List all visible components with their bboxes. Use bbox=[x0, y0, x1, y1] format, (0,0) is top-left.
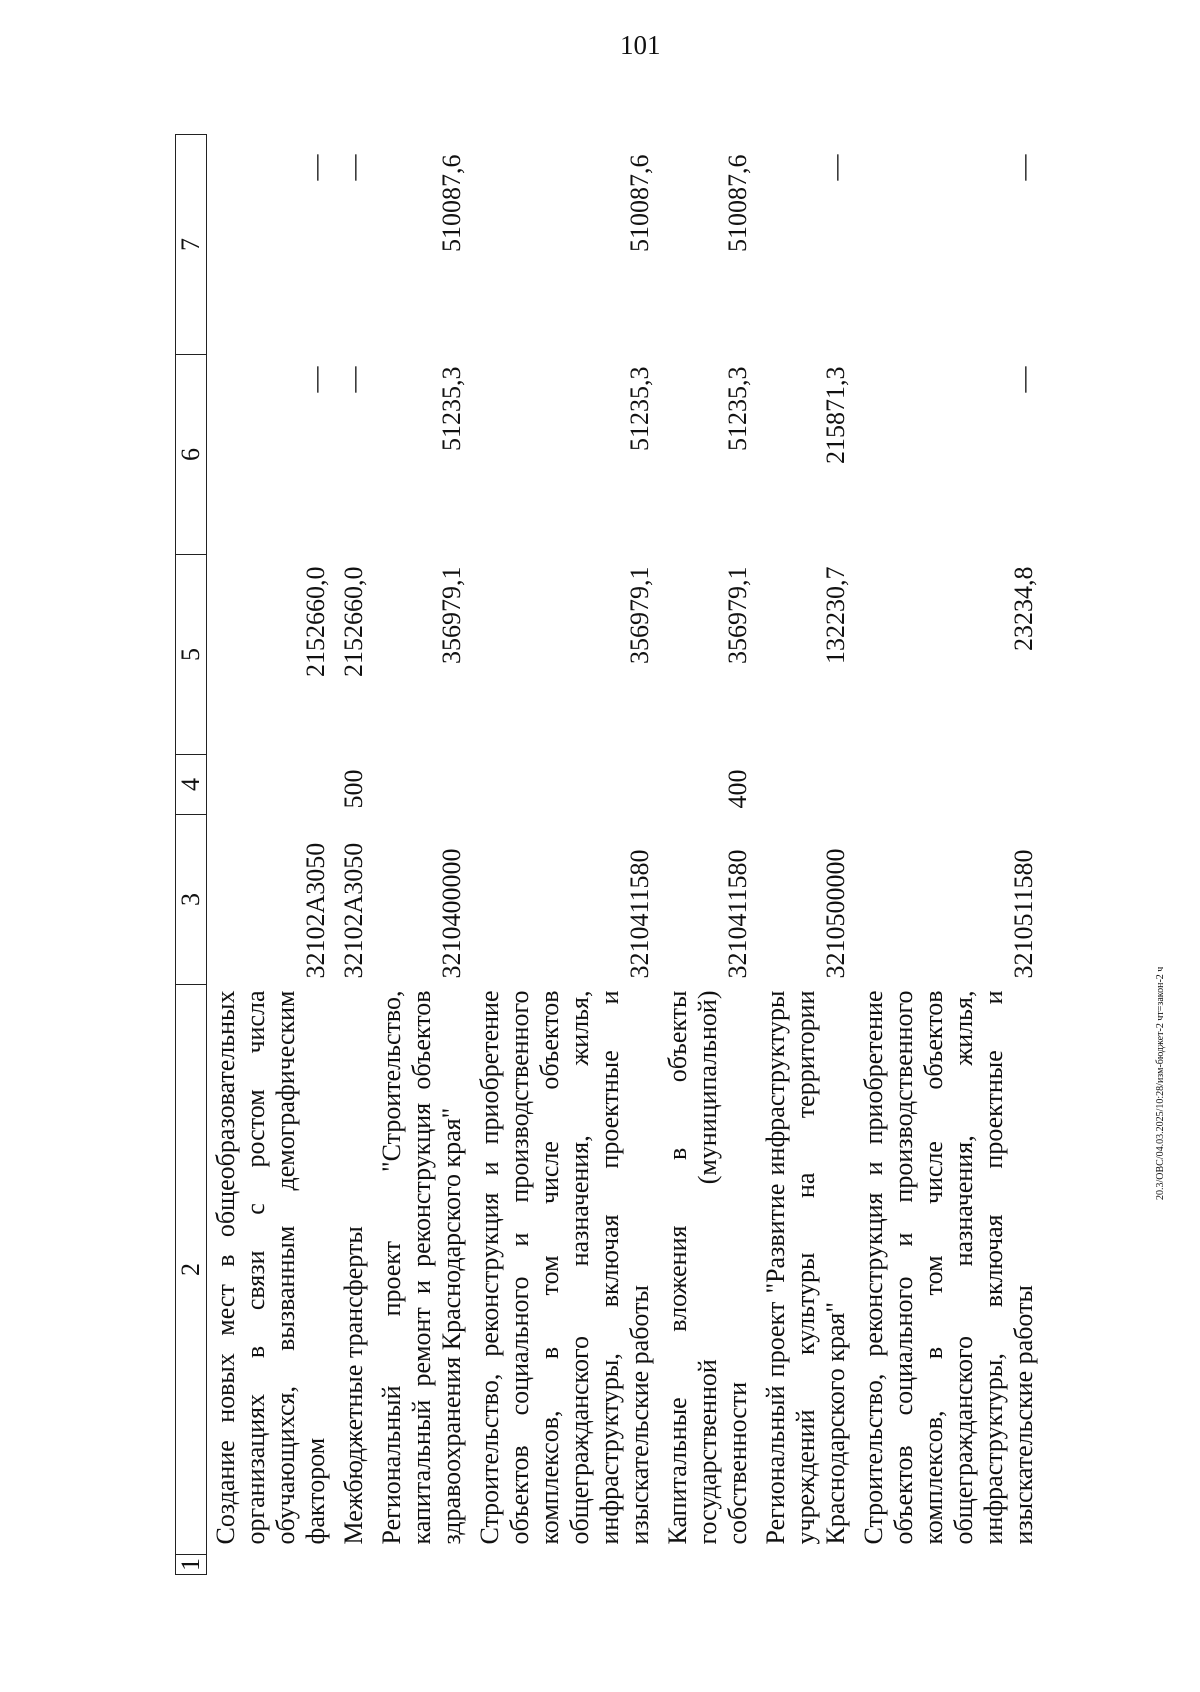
table-header bbox=[176, 135, 207, 1575]
cell-value-6: 215871,3 bbox=[821, 366, 850, 464]
cell-description: Создание новых мест в общеобразовательных организациях в связи с ростом числа обучающихся, вызванным демографическим фактором bbox=[211, 990, 330, 1545]
cell-group: 500 bbox=[339, 769, 368, 809]
cell-code: 3210511580 bbox=[1009, 849, 1038, 979]
cell-value-5: 356979,1 bbox=[625, 566, 654, 664]
cell-value-7: — bbox=[821, 154, 850, 181]
document-footer-code: 20.3/ОВС/04.03.2025/10:28/изм-бюджет-2 чт=закон-2 ч bbox=[1155, 966, 1166, 1200]
table-row bbox=[659, 135, 757, 1575]
header-col-4: 4 bbox=[176, 755, 207, 815]
header-row bbox=[176, 135, 207, 1575]
cell-group bbox=[373, 755, 471, 815]
cell-value-6: 51235,3 bbox=[625, 366, 654, 451]
cell-value-5: 132230,7 bbox=[821, 566, 850, 664]
cell-value-5: 23234,8 bbox=[1009, 566, 1038, 651]
cell-value-6: — bbox=[1009, 366, 1038, 393]
cell-value-5: 356979,1 bbox=[437, 566, 466, 664]
cell-group bbox=[471, 755, 659, 815]
cell-col1 bbox=[207, 1555, 336, 1575]
table-row bbox=[207, 135, 336, 1575]
cell-description: Межбюджетные трансферты bbox=[339, 1226, 368, 1545]
cell-value-5: 2152660,0 bbox=[339, 566, 368, 677]
cell-group: 400 bbox=[723, 769, 752, 809]
table-row bbox=[335, 135, 373, 1575]
header-col-6: 6 bbox=[176, 355, 207, 555]
cell-col1 bbox=[335, 1555, 373, 1575]
cell-col1 bbox=[373, 1555, 471, 1575]
table-row bbox=[855, 135, 1043, 1575]
header-col-1: 1 bbox=[176, 1555, 207, 1575]
cell-value-7: — bbox=[1009, 154, 1038, 181]
cell-code: 3210411580 bbox=[723, 849, 752, 979]
page-number: 101 bbox=[620, 30, 661, 60]
cell-value-6: — bbox=[301, 366, 330, 393]
cell-value-7: — bbox=[301, 154, 330, 181]
cell-value-7: 510087,6 bbox=[625, 154, 654, 252]
cell-col1 bbox=[659, 1555, 757, 1575]
cell-code: 3210500000 bbox=[821, 848, 850, 979]
rotated-table-sheet bbox=[175, 135, 1200, 1575]
header-col-7: 7 bbox=[176, 135, 207, 355]
cell-col1 bbox=[855, 1555, 1043, 1575]
cell-description: Строительство, реконструкция и приобретение объектов социального и производственного комплексов, в том числе объектов общегражданского назначения, жилья, инфраструктуры, включая проектные и изыскательские работы bbox=[475, 990, 654, 1545]
header-col-2: 2 bbox=[176, 985, 207, 1555]
table-row bbox=[471, 135, 659, 1575]
cell-value-5: 2152660,0 bbox=[301, 566, 330, 677]
cell-group bbox=[207, 755, 336, 815]
table-row bbox=[373, 135, 471, 1575]
cell-code: 32102А3050 bbox=[339, 842, 368, 979]
cell-group bbox=[855, 755, 1043, 815]
cell-value-7: — bbox=[339, 154, 368, 181]
cell-group bbox=[757, 755, 855, 815]
cell-description: Региональный проект "Развитие инфраструктуры учреждений культуры на территории Краснодарского края" bbox=[761, 990, 850, 1545]
table-body bbox=[207, 135, 1044, 1575]
cell-value-7: 510087,6 bbox=[437, 154, 466, 252]
cell-value-5: 356979,1 bbox=[723, 566, 752, 664]
header-col-5: 5 bbox=[176, 555, 207, 755]
budget-table bbox=[175, 134, 1043, 1575]
cell-value-7: 510087,6 bbox=[723, 154, 752, 252]
cell-code: 32102А3050 bbox=[301, 842, 330, 979]
cell-value-6: — bbox=[339, 366, 368, 393]
cell-value-6: 51235,3 bbox=[437, 366, 466, 451]
cell-col1 bbox=[471, 1555, 659, 1575]
cell-value-6: 51235,3 bbox=[723, 366, 752, 451]
table-row bbox=[757, 135, 855, 1575]
cell-description: Региональный проект "Строительство, капитальный ремонт и реконструкция объектов здравоохранения Краснодарского края" bbox=[377, 990, 466, 1545]
cell-description: Капитальные вложения в объекты государственной (муниципальной) собственности bbox=[663, 990, 752, 1545]
cell-description: Строительство, реконструкция и приобретение объектов социального и производственного комплексов, в том числе объектов общегражданского назначения, жилья, инфраструктуры, включая проектные и изыскательские работы bbox=[859, 990, 1038, 1545]
header-col-3: 3 bbox=[176, 815, 207, 985]
cell-col1 bbox=[757, 1555, 855, 1575]
cell-code: 3210411580 bbox=[625, 849, 654, 979]
cell-code: 3210400000 bbox=[437, 848, 466, 979]
